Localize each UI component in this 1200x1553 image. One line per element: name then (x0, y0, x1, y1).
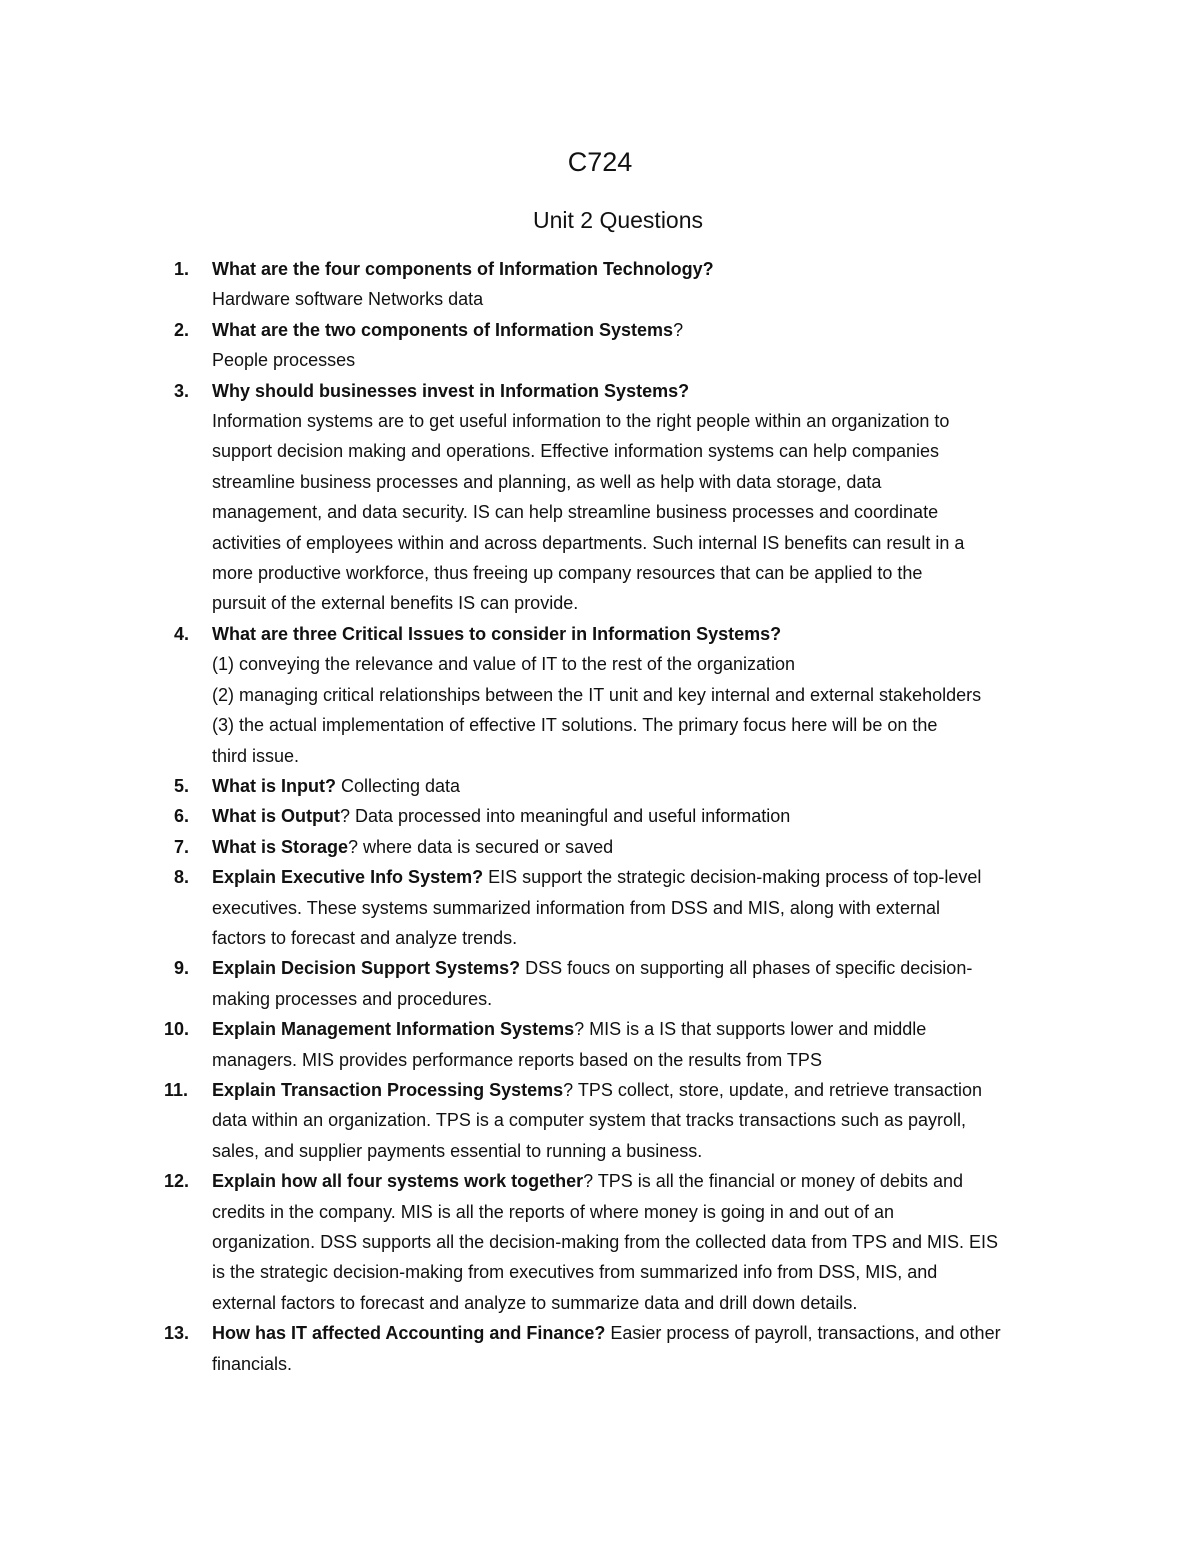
answer-line: sales, and supplier payments essential to running a business. (212, 1140, 703, 1161)
question-number: 11. (164, 1079, 189, 1100)
question-line (212, 1014, 1080, 1044)
question-line (212, 1075, 1080, 1105)
unit-heading: Unit 2 Questions (532, 207, 704, 233)
question-text: Why should businesses invest in Information Systems? (212, 380, 690, 401)
answer-text: EIS support the strategic decision-making process of top-level (483, 867, 982, 888)
answer-text: Easier process of payroll, transactions, and other (605, 1323, 1001, 1344)
question-number: 9. (174, 958, 190, 979)
question-number: 8. (174, 867, 190, 888)
answer-line: Hardware software Networks data (212, 289, 484, 310)
answer-line: support decision making and operations. Effective information systems can help companies (212, 441, 940, 462)
question-line (212, 832, 1080, 862)
answer-text: ? where data is secured or saved (348, 836, 614, 857)
question-text: How has IT affected Accounting and Finance? (212, 1323, 606, 1344)
question-number: 2. (174, 319, 190, 340)
question-text: What are the four components of Information Technology? (212, 259, 714, 279)
question-line (212, 1318, 1080, 1348)
question-line (212, 953, 1080, 983)
question-line (212, 801, 1080, 831)
answer-text: ? TPS is all the financial or money of debits and (583, 1171, 963, 1192)
question-list (0, 254, 1200, 1379)
answer-line: managers. MIS provides performance reports based on the results from TPS (212, 1049, 822, 1070)
answer-line: Information systems are to get useful information to the right people within an organization to (212, 411, 950, 432)
answer-line: (1) conveying the relevance and value of IT to the rest of the organization (212, 654, 796, 675)
answer-line: financials. (212, 1353, 293, 1374)
question-text: Explain Management Information Systems (212, 1019, 575, 1040)
question-text: Explain Decision Support Systems? (212, 958, 521, 979)
question-item (0, 376, 1200, 619)
answer-line: executives. These systems summarized information from DSS and MIS, along with external (212, 897, 940, 918)
answer-line: external factors to forecast and analyze to summarize data and drill down details. (212, 1292, 858, 1313)
answer-line: streamline business processes and planning, as well as help with data storage, data (212, 471, 882, 492)
question-text: Explain how all four systems work together (212, 1171, 584, 1192)
answer-line: factors to forecast and analyze trends. (212, 927, 518, 948)
question-item (0, 1318, 1200, 1379)
answer-line: is the strategic decision-making from executives from summarized info from DSS, MIS, and (212, 1262, 938, 1283)
answer-line: pursuit of the external benefits IS can provide. (212, 593, 579, 614)
question-text: Explain Transaction Processing Systems (212, 1079, 564, 1100)
question-item (0, 862, 1200, 953)
answer-line: third issue. (212, 745, 300, 766)
answer-line: (3) the actual implementation of effective IT solutions. The primary focus here will be on the (212, 715, 938, 736)
question-number: 7. (174, 836, 190, 857)
question-number: 10. (164, 1019, 190, 1040)
answer-text: ? TPS collect, store, update, and retrieve transaction (563, 1079, 983, 1100)
question-number: 5. (174, 775, 190, 796)
question-item (0, 315, 1200, 376)
question-line (212, 619, 1080, 649)
question-line (212, 315, 1080, 345)
answer-line: People processes (212, 350, 356, 371)
question-text: What are three Critical Issues to consider in Information Systems? (212, 623, 782, 644)
question-line (212, 254, 1080, 284)
question-item (0, 1014, 1200, 1075)
answer-line: (2) managing critical relationships between the IT unit and key internal and external stakeholders (212, 684, 982, 705)
question-item (0, 801, 1200, 831)
answer-text: ? Data processed into meaningful and useful information (339, 806, 791, 827)
question-number: 4. (174, 623, 190, 644)
question-number: 12. (164, 1171, 190, 1192)
course-title: C724 (567, 147, 633, 177)
question-item (0, 1075, 1200, 1166)
answer-text: Collecting data (335, 775, 461, 796)
answer-text: DSS foucs on supporting all phases of specific decision- (520, 958, 973, 979)
question-number: 3. (174, 380, 190, 401)
question-text: What is Output (212, 806, 340, 827)
question-item (0, 953, 1200, 1014)
question-line (212, 862, 1080, 892)
question-text: What is Input? (212, 775, 336, 796)
question-text: Explain Executive Info System? (212, 867, 484, 888)
answer-line: organization. DSS supports all the decision-making from the collected data from TPS and MIS. EIS (212, 1232, 999, 1252)
answer-line: data within an organization. TPS is a computer system that tracks transactions such as payroll, (212, 1110, 967, 1131)
question-text: What is Storage (212, 836, 349, 857)
question-item (0, 1166, 1200, 1318)
question-number: 1. (174, 259, 190, 279)
question-item (0, 771, 1200, 801)
answer-line: more productive workforce, thus freeing up company resources that can be applied to the (212, 563, 923, 584)
question-item (0, 254, 1200, 315)
question-item (0, 619, 1200, 771)
answer-text: ? (673, 319, 684, 340)
question-number: 6. (174, 806, 190, 827)
answer-line: making processes and procedures. (212, 988, 493, 1009)
question-line (212, 1166, 1080, 1196)
answer-line: management, and data security. IS can help streamline business processes and coordinate (212, 502, 939, 523)
question-text: What are the two components of Information Systems (212, 319, 674, 340)
question-number: 13. (164, 1323, 190, 1344)
question-line (212, 771, 1080, 801)
answer-text: ? MIS is a IS that supports lower and middle (574, 1019, 927, 1040)
answer-line: credits in the company. MIS is all the reports of where money is going in and out of an (212, 1201, 895, 1222)
answer-line: activities of employees within and across departments. Such internal IS benefits can result in a (212, 532, 965, 553)
question-item (0, 832, 1200, 862)
question-line (212, 376, 1080, 406)
